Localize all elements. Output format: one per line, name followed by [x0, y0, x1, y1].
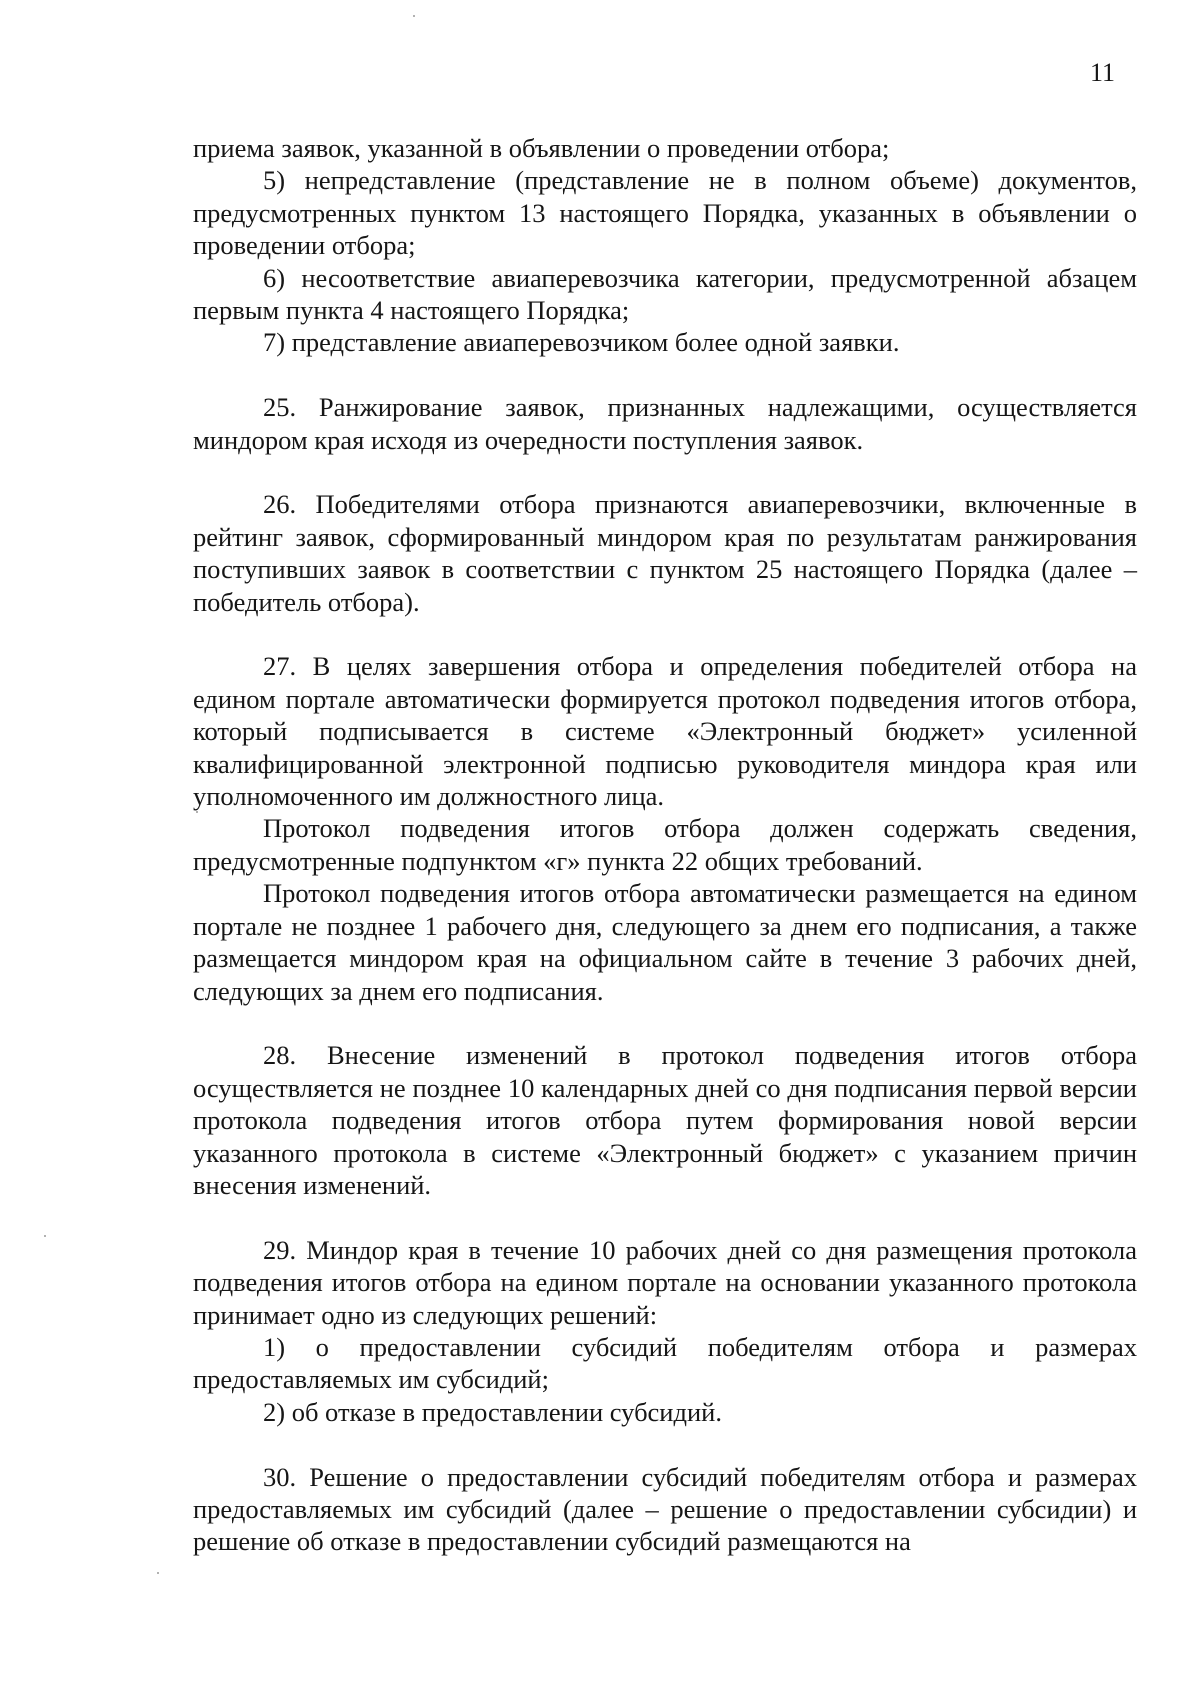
clause-25: 25. Ранжирование заявок, признанных надлежащими, осуществляется миндором края исходя из очередности поступления заявок. [193, 392, 1137, 455]
clause-29-item-2: 2) об отказе в предоставлении субсидий. [263, 1396, 722, 1427]
scan-speck [413, 15, 415, 17]
list-item-5: 5) непредставление (представление не в полном объеме) документов, предусмотренных пунктом 13 настоящего Порядка, указанных в объявлении о проведении отбора; [193, 165, 1137, 261]
clause-27-paragraph-3: Протокол подведения итогов отбора автоматически размещается на едином портале не позднее 1 рабочего дня, следующего за днем его подписания, а также размещается миндором края на официальном сайте в течение 3 рабочих дней, следующих за днем его подписания. [193, 878, 1137, 1006]
list-item-7: 7) представление авиаперевозчиком более одной заявки. [263, 327, 900, 358]
scan-speck [157, 1572, 159, 1574]
scan-speck [44, 1235, 46, 1237]
clause-27: 27. В целях завершения отбора и определения победителей отбора на едином портале автоматически формируется протокол подведения итогов отбора, который подписывается в системе «Электронный бюджет» усиленной квалифицированной электронной подписью руководителя миндора края или уполномоченного им должностного лица. [193, 651, 1137, 812]
scan-speck [196, 811, 198, 813]
clause-29: 29. Миндор края в течение 10 рабочих дней со дня размещения протокола подведения итогов отбора на едином портале на основании указанного протокола принимает одно из следующих решений: [193, 1234, 1137, 1330]
paragraph-continuation: приема заявок, указанной в объявлении о проведении отбора; [193, 133, 890, 163]
clause-28: 28. Внесение изменений в протокол подведения итогов отбора осуществляется не позднее 10 календарных дней со дня подписания первой версии протокола подведения итогов отбора путем формирования новой версии указанного протокола в системе «Электронный бюджет» с указанием причин внесения изменений. [193, 1040, 1137, 1200]
clause-29-item-1: 1) о предоставлении субсидий победителям отбора и размерах предоставляемых им субсидий; [193, 1331, 1137, 1395]
page-number: 11 [1090, 58, 1116, 87]
clause-30: 30. Решение о предоставлении субсидий победителям отбора и размерах предоставляемых им субсидий (далее – решение о предоставлении субсидии) и решение об отказе в предоставлении субсидий размещаются на [193, 1461, 1137, 1557]
document-body [193, 132, 1137, 1558]
list-item-6: 6) несоответствие авиаперевозчика категории, предусмотренной абзацем первым пункта 4 настоящего Порядка; [193, 262, 1137, 326]
clause-27-paragraph-2: Протокол подведения итогов отбора должен содержать сведения, предусмотренные подпунктом «г» пункта 22 общих требований. [193, 813, 1137, 876]
clause-26: 26. Победителями отбора признаются авиаперевозчики, включенные в рейтинг заявок, сформированный миндором края по результатам ранжирования поступивших заявок в соответствии с пунктом 25 настоящего Порядка (далее – победитель отбора). [193, 489, 1137, 617]
